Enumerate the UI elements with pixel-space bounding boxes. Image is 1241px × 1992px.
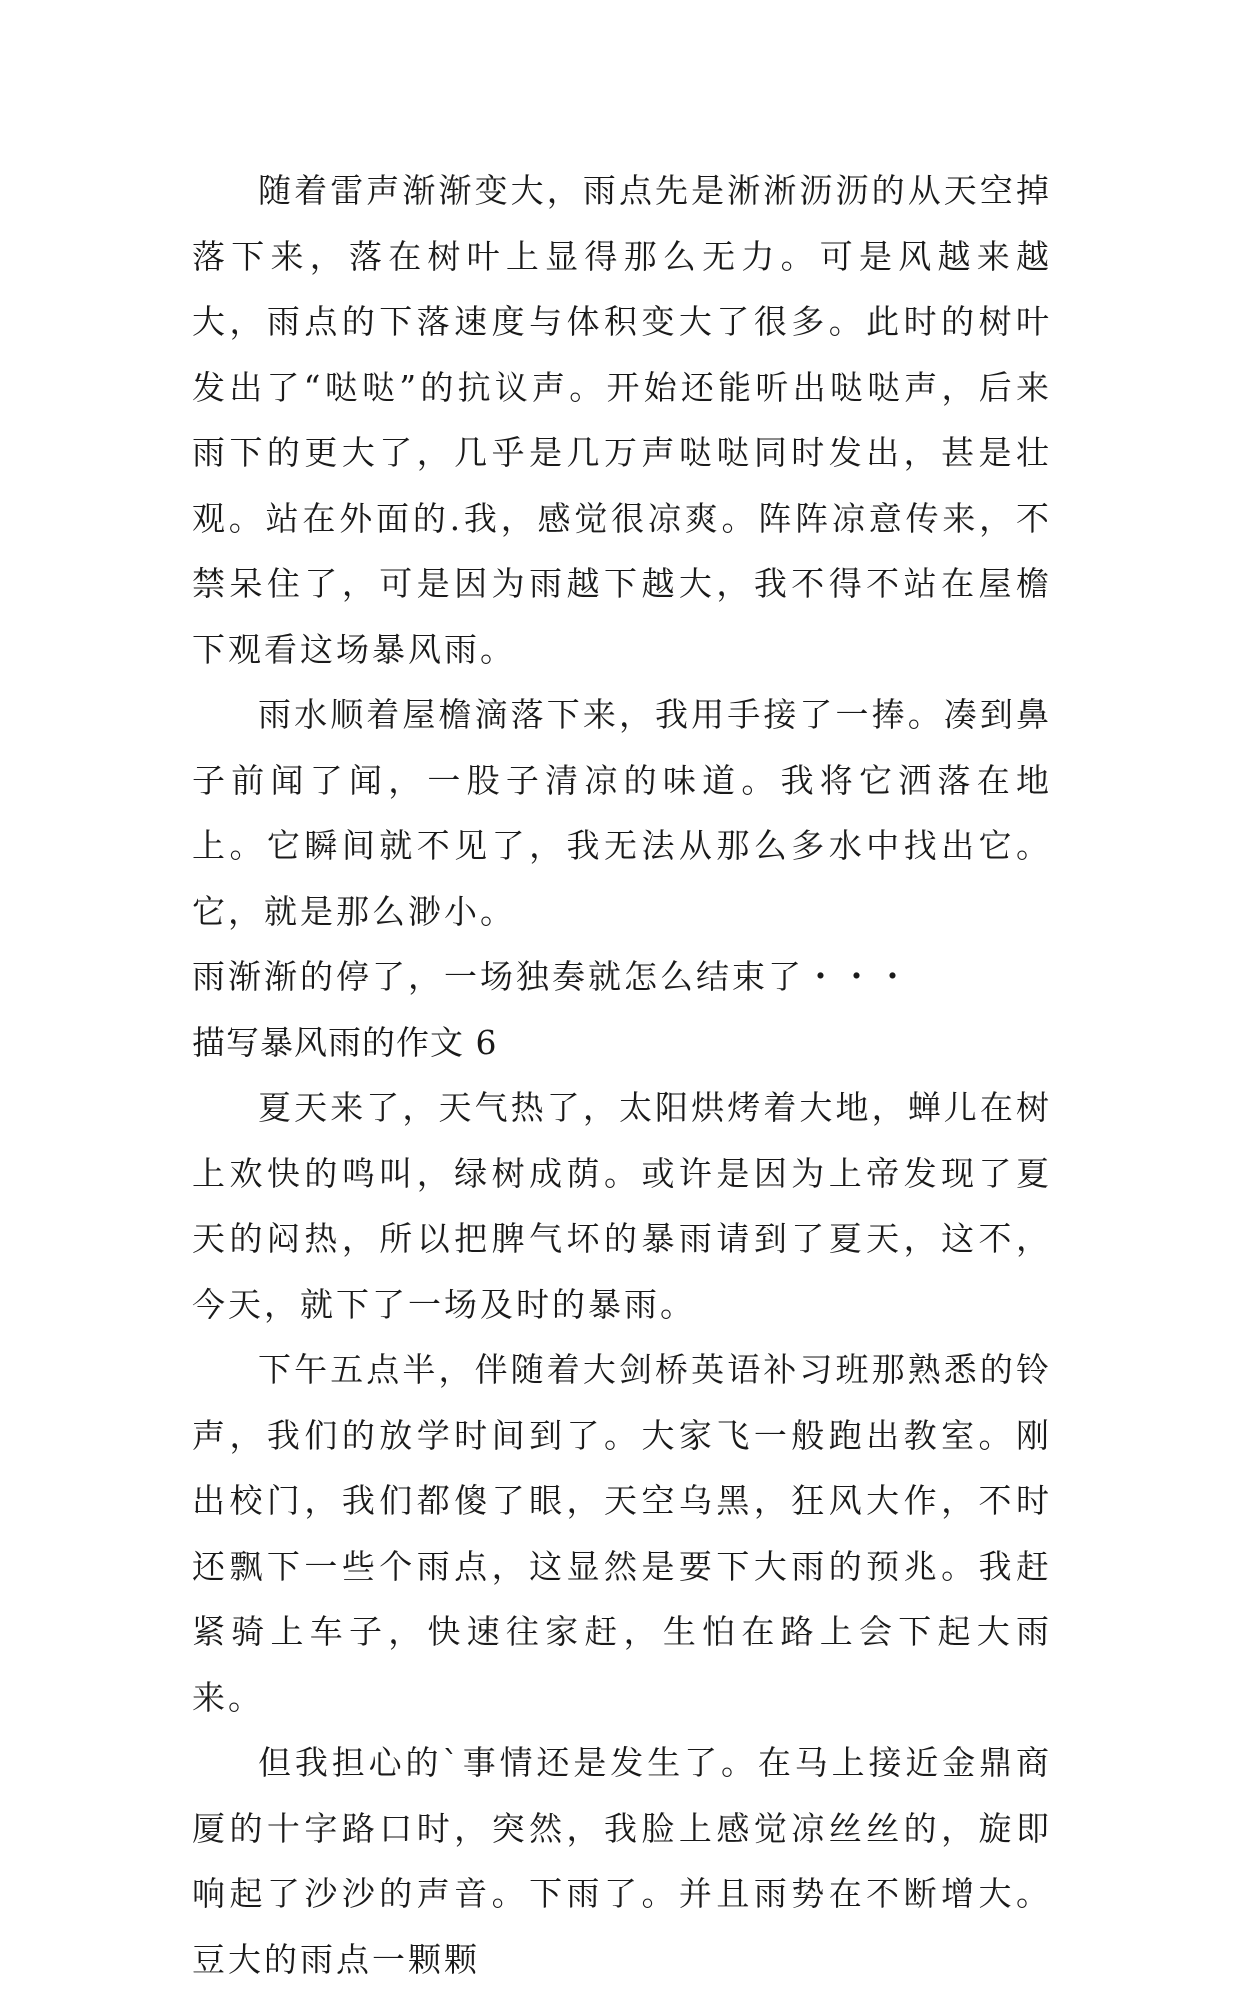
paragraph-summer: 夏天来了，天气热了，太阳烘烤着大地，蝉儿在树上欢快的鸣叫，绿树成荫。或许是因为上帝发现了夏天的闷热，所以把脾气坏的暴雨请到了夏天，这不，今天，就下了一场及时的暴雨。 xyxy=(192,1088,1052,1324)
document-body xyxy=(192,158,1052,1992)
section-heading: 描写暴风雨的作文 6 xyxy=(192,1022,498,1062)
paragraph-rain-begins: 但我担心的`事情还是发生了。在马上接近金鼎商厦的十字路口时，突然，我脸上感觉凉丝丝的，旋即响起了沙沙的声音。下雨了。并且雨势在不断增大。豆大的雨点一颗颗 xyxy=(192,1743,1052,1979)
paragraph-after-school: 下午五点半，伴随着大剑桥英语补习班那熟悉的铃声，我们的放学时间到了。大家飞一般跑出教室。刚出校门，我们都傻了眼，天空乌黑，狂风大作，不时还飘下一些个雨点，这显然是要下大雨的预兆。我赶紧骑上车子，快速往家赶，生怕在路上会下起大雨来。 xyxy=(192,1350,1052,1717)
paragraph-eaves: 雨水顺着屋檐滴落下来，我用手接了一捧。凑到鼻子前闻了闻，一股子清凉的味道。我将它洒落在地上。它瞬间就不见了，我无法从那么多水中找出它。它，就是那么渺小。 xyxy=(192,695,1052,931)
paragraph-thunder: 随着雷声渐渐变大，雨点先是淅淅沥沥的从天空掉落下来，落在树叶上显得那么无力。可是风越来越大，雨点的下落速度与体积变大了很多。此时的树叶发出了“哒哒”的抗议声。开始还能听出哒哒声，后来雨下的更大了，几乎是几万声哒哒同时发出，甚是壮观。站在外面的.我，感觉很凉爽。阵阵凉意传来，不禁呆住了，可是因为雨越下越大，我不得不站在屋檐下观看这场暴风雨。 xyxy=(192,171,1052,669)
closing-line: 雨渐渐的停了，一场独奏就怎么结束了・・・ xyxy=(192,957,912,996)
